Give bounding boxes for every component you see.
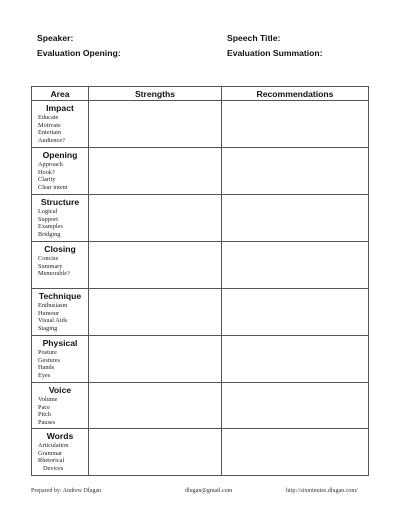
area-title: Structure bbox=[40, 197, 80, 207]
criteria-item: Support bbox=[38, 215, 58, 223]
recommendations-cell[interactable] bbox=[222, 336, 369, 383]
criteria-item: Concise bbox=[38, 255, 59, 262]
area-criteria-list bbox=[32, 302, 88, 333]
area-criteria-list bbox=[32, 161, 88, 192]
area-cell bbox=[32, 383, 89, 429]
speech-title-label: Speech Title: bbox=[227, 33, 281, 43]
criteria-item: Examples bbox=[38, 223, 63, 231]
recommendations-cell[interactable] bbox=[222, 101, 369, 148]
area-cell bbox=[32, 195, 89, 242]
criteria-item: Educate bbox=[38, 114, 59, 121]
area-criteria-list bbox=[32, 396, 88, 427]
strengths-cell[interactable] bbox=[89, 195, 222, 242]
area-title: Words bbox=[46, 431, 74, 441]
prepared-by: Prepared by: Andrew Dlugan bbox=[31, 488, 102, 494]
footer-email: dlugan@gmail.com bbox=[185, 488, 233, 494]
table-row bbox=[32, 336, 369, 383]
criteria-item: Motivate bbox=[38, 121, 61, 129]
table-header-row bbox=[32, 87, 369, 101]
recommendations-cell[interactable] bbox=[222, 195, 369, 242]
area-cell bbox=[32, 148, 89, 195]
column-header-recommendations: Recommendations bbox=[222, 87, 369, 101]
column-header-strengths: Strengths bbox=[89, 87, 222, 101]
criteria-item: Audience? bbox=[38, 137, 65, 145]
evaluation-summation-label: Evaluation Summation: bbox=[227, 48, 323, 58]
criteria-item: Rhetorical bbox=[38, 457, 65, 465]
table-row bbox=[32, 429, 369, 476]
area-cell bbox=[32, 101, 89, 148]
recommendations-cell[interactable] bbox=[222, 242, 369, 289]
area-title: Physical bbox=[42, 338, 78, 348]
footer-website: http://sixminutes.dlugan.com/ bbox=[286, 488, 358, 494]
column-header-area: Area bbox=[32, 87, 89, 101]
area-title: Opening bbox=[42, 150, 78, 160]
area-criteria-list bbox=[32, 208, 88, 239]
evaluation-table bbox=[31, 86, 369, 476]
criteria-item: Logical bbox=[38, 208, 58, 215]
criteria-item: Entertain bbox=[38, 129, 62, 137]
criteria-item: Memorable? bbox=[38, 270, 70, 278]
criteria-item: Articulation bbox=[38, 442, 69, 449]
table-row bbox=[32, 289, 369, 336]
criteria-item: Posture bbox=[38, 349, 57, 356]
criteria-item: Summary bbox=[38, 262, 63, 270]
criteria-item: Staging bbox=[38, 325, 58, 333]
table-row bbox=[32, 148, 369, 195]
table-row bbox=[32, 195, 369, 242]
criteria-item: Clear intent bbox=[38, 184, 68, 192]
area-title: Voice bbox=[48, 385, 72, 395]
strengths-cell[interactable] bbox=[89, 336, 222, 383]
strengths-cell[interactable] bbox=[89, 429, 222, 476]
strengths-cell[interactable] bbox=[89, 101, 222, 148]
area-cell bbox=[32, 336, 89, 383]
criteria-item: Devices bbox=[43, 465, 64, 473]
criteria-item: Grammar bbox=[38, 449, 63, 457]
criteria-item: Bridging bbox=[38, 231, 61, 239]
criteria-item: Volume bbox=[38, 396, 58, 403]
criteria-item: Pace bbox=[38, 403, 50, 411]
area-criteria-list bbox=[32, 114, 88, 145]
strengths-cell[interactable] bbox=[89, 289, 222, 336]
area-cell bbox=[32, 242, 89, 289]
recommendations-cell[interactable] bbox=[222, 289, 369, 336]
criteria-item: Clarity bbox=[38, 176, 56, 184]
strengths-cell[interactable] bbox=[89, 242, 222, 289]
table-row bbox=[32, 383, 369, 429]
criteria-item: Visual Aids bbox=[38, 317, 68, 325]
criteria-item: Humour bbox=[38, 309, 59, 317]
criteria-item: Enthusiasm bbox=[38, 302, 68, 309]
strengths-cell[interactable] bbox=[89, 383, 222, 429]
table-row bbox=[32, 101, 369, 148]
speaker-label: Speaker: bbox=[37, 33, 74, 43]
area-criteria-list bbox=[32, 442, 88, 473]
recommendations-cell[interactable] bbox=[222, 383, 369, 429]
recommendations-cell[interactable] bbox=[222, 148, 369, 195]
area-title: Impact bbox=[46, 103, 74, 113]
area-cell bbox=[32, 289, 89, 336]
area-criteria-list bbox=[32, 349, 88, 380]
recommendations-cell[interactable] bbox=[222, 429, 369, 476]
area-criteria-list bbox=[32, 255, 88, 278]
criteria-item: Pauses bbox=[38, 419, 56, 427]
area-cell bbox=[32, 429, 89, 476]
criteria-item: Gestures bbox=[38, 356, 61, 364]
criteria-item: Approach bbox=[38, 161, 63, 168]
area-title: Technique bbox=[38, 291, 82, 301]
strengths-cell[interactable] bbox=[89, 148, 222, 195]
criteria-item: Hook? bbox=[38, 168, 55, 176]
area-title: Closing bbox=[44, 244, 76, 254]
criteria-item: Pitch bbox=[38, 411, 51, 419]
evaluation-opening-label: Evaluation Opening: bbox=[37, 48, 121, 58]
criteria-item: Hands bbox=[38, 364, 55, 372]
criteria-item: Eyes bbox=[38, 372, 51, 380]
table-row bbox=[32, 242, 369, 289]
